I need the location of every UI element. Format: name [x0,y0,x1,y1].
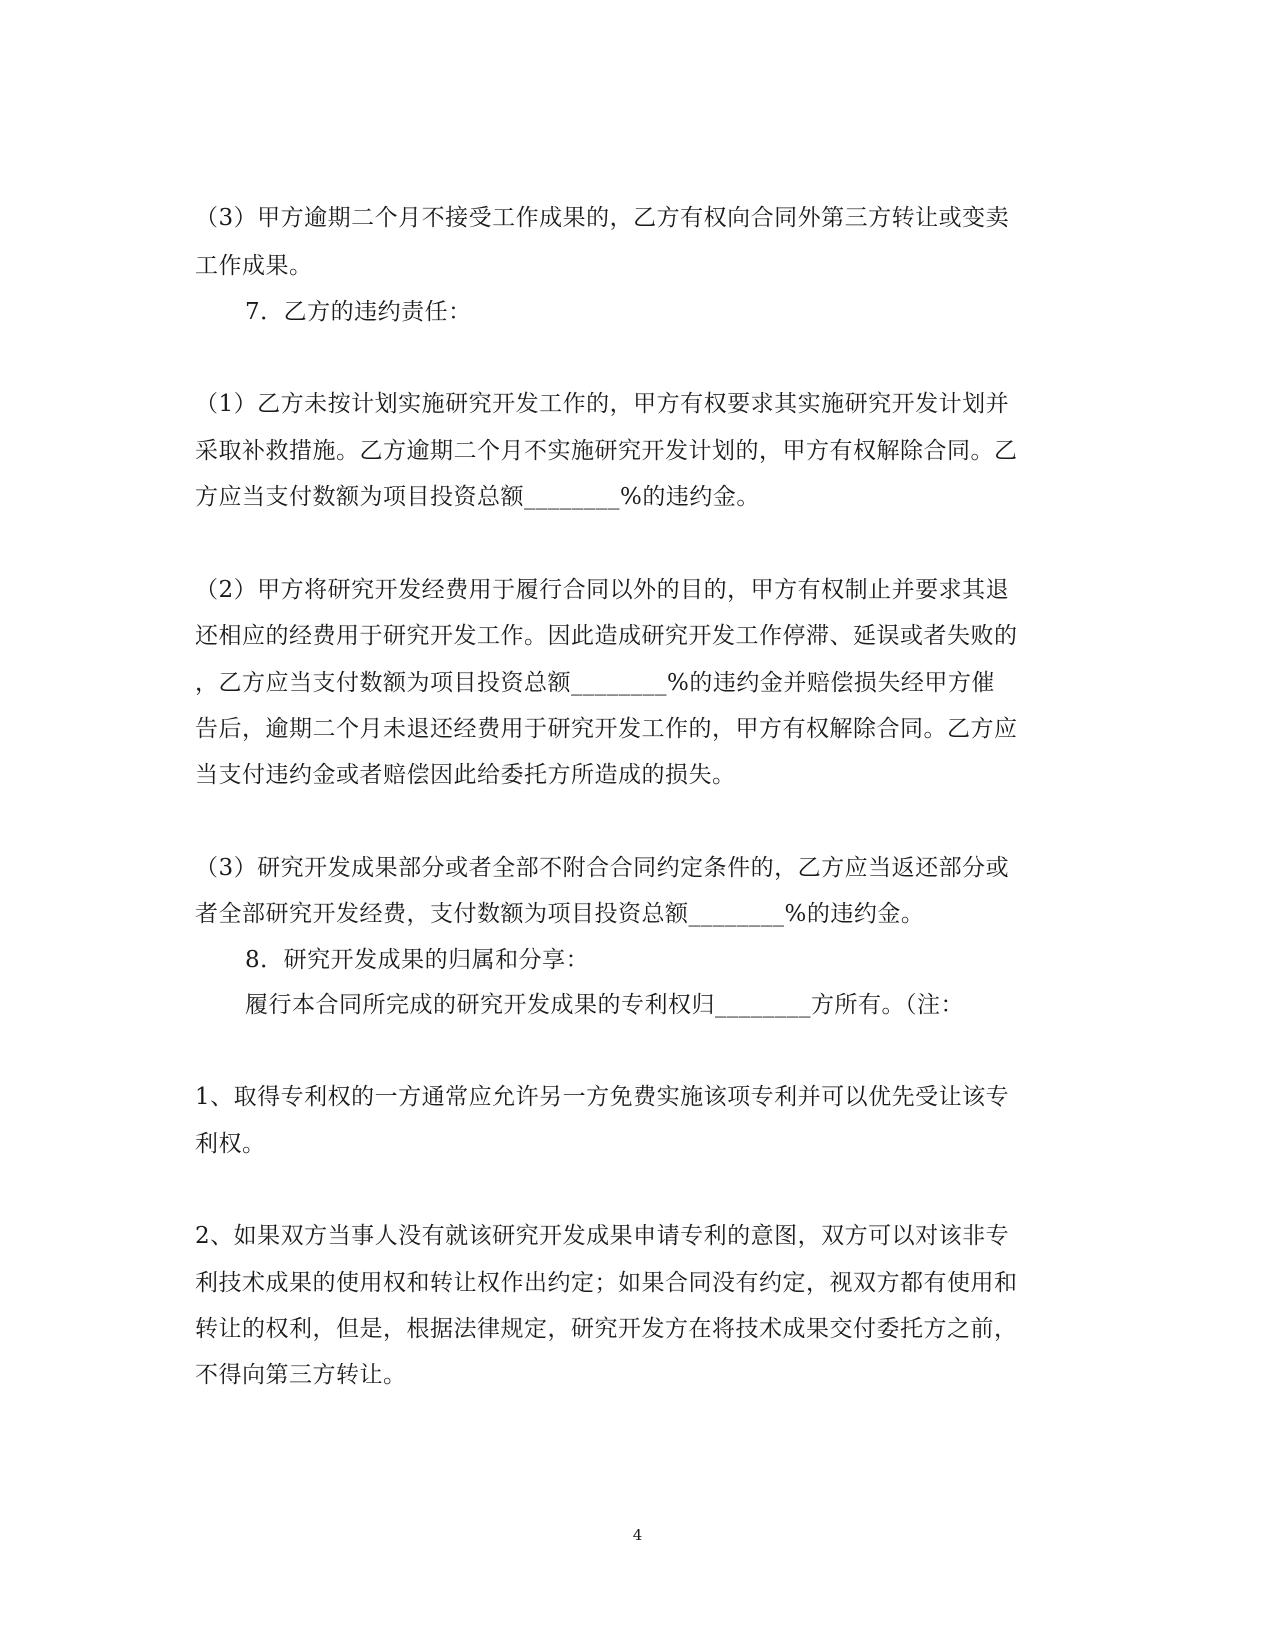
text-line: 1、取得专利权的一方通常应允许另一方免费实施该项专利并可以优先受让该专 [195,1084,1010,1110]
text-line: 当支付违约金或者赔偿因此给委托方所造成的损失。 [195,762,736,788]
section-heading: 8．研究开发成果的归属和分享： [245,947,590,973]
text-line: 告后，逾期二个月未退还经费用于研究开发工作的，甲方有权解除合同。乙方应 [195,716,1018,742]
page-number: 4 [632,1526,643,1544]
text-line: 不得向第三方转让。 [195,1362,407,1388]
text-line: （2）甲方将研究开发经费用于履行合同以外的目的，甲方有权制止并要求其退 [195,577,1010,603]
text-line: 采取补救措施。乙方逾期二个月不实施研究开发计划的，甲方有权解除合同。乙 [195,438,1018,464]
text-line: 方应当支付数额为项目投资总额________%的违约金。 [195,484,760,510]
text-line: 还相应的经费用于研究开发工作。因此造成研究开发工作停滞、延误或者失败的 [195,623,1018,649]
text-line: （3）甲方逾期二个月不接受工作成果的，乙方有权向合同外第三方转让或变卖 [195,205,1010,231]
text-line: （3）研究开发成果部分或者全部不附合合同约定条件的，乙方应当返还部分或 [195,855,1010,881]
text-line: 2、如果双方当事人没有就该研究开发成果申请专利的意图，双方可以对该非专 [195,1223,1010,1249]
text-line: 工作成果。 [195,253,313,279]
text-line: 者全部研究开发经费，支付数额为项目投资总额________%的违约金。 [195,901,925,927]
text-line: 利权。 [195,1131,266,1157]
section-heading: 7．乙方的违约责任： [245,299,472,325]
text-line: 利技术成果的使用权和转让权作出约定；如果合同没有约定，视双方都有使用和 [195,1270,1018,1296]
text-line: 履行本合同所完成的研究开发成果的专利权归________方所有。（注： [245,992,964,1018]
text-line: （1）乙方未按计划实施研究开发工作的，甲方有权要求其实施研究开发计划并 [195,391,1010,417]
text-line: ，乙方应当支付数额为项目投资总额________%的违约金并赔偿损失经甲方催 [195,670,995,696]
text-line: 转让的权利，但是，根据法律规定，研究开发方在将技术成果交付委托方之前， [195,1316,1018,1342]
